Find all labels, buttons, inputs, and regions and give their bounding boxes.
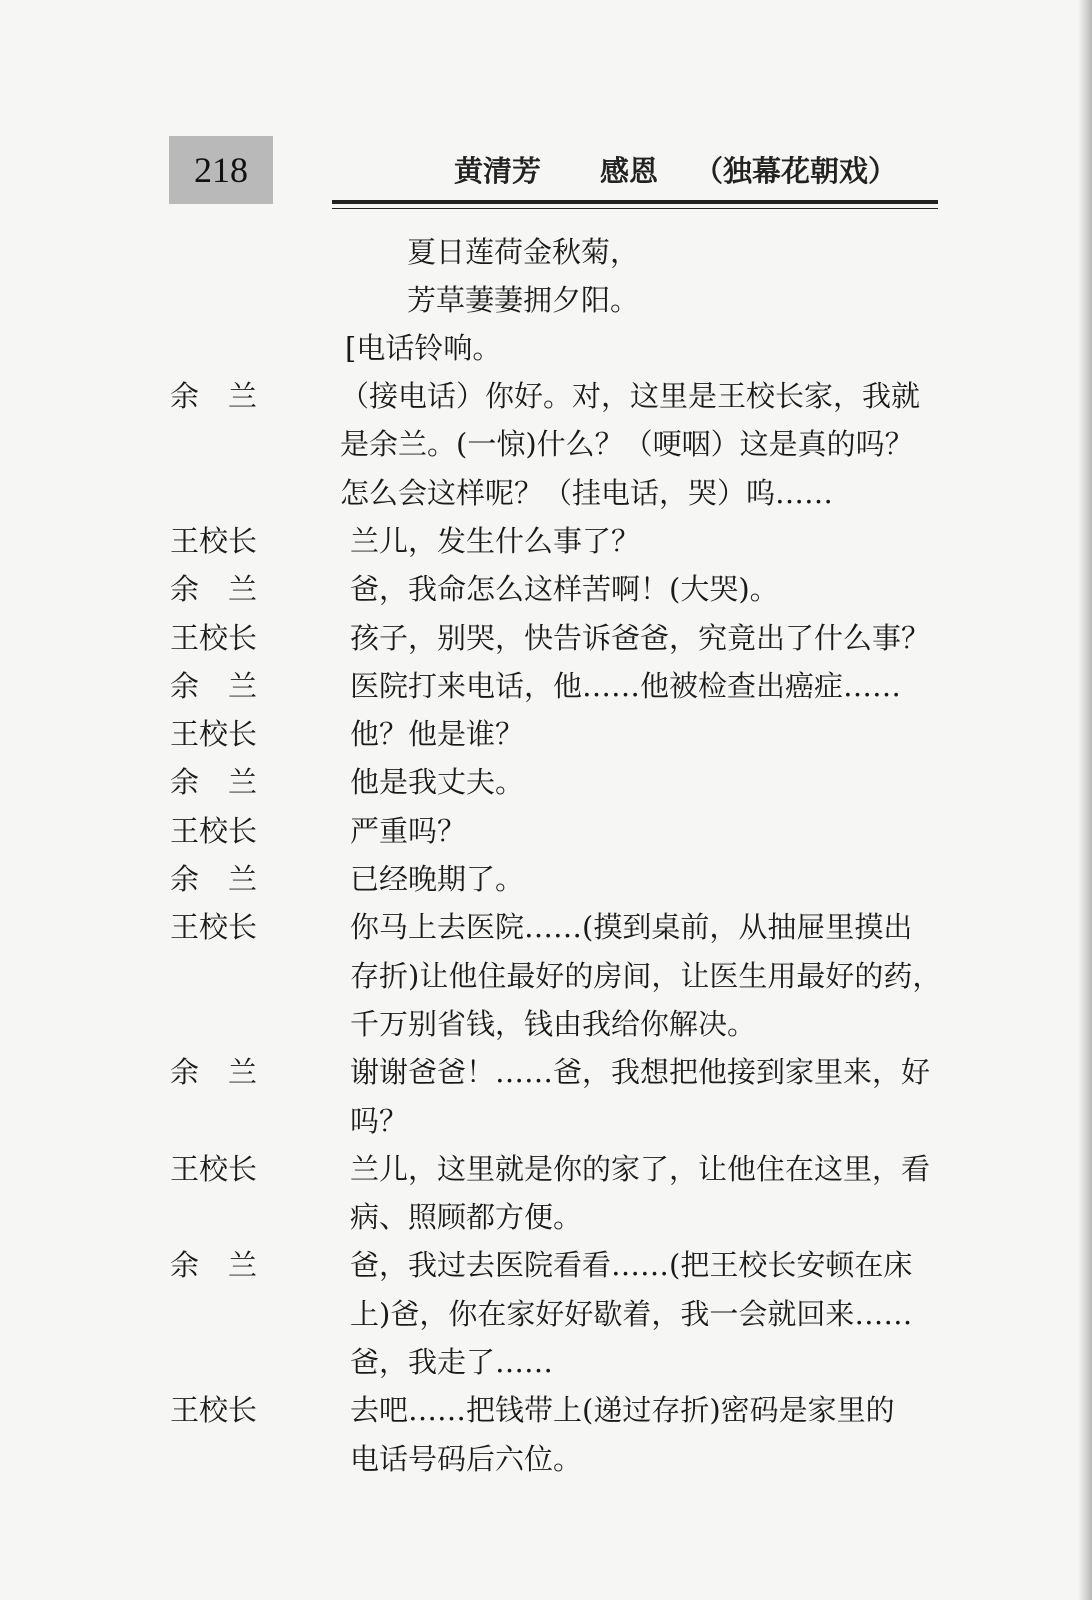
speaker-name: 余 兰 bbox=[170, 668, 258, 703]
speaker-name: 王校长 bbox=[170, 813, 258, 848]
speech-line: 医院打来电话，他……他被检查出癌症…… bbox=[350, 668, 902, 703]
speech-line: 孩子，别哭，快告诉爸爸，究竟出了什么事？ bbox=[350, 620, 931, 655]
header-author: 黄清芳 bbox=[454, 154, 542, 188]
speaker-name: 王校长 bbox=[170, 910, 258, 945]
header-genre: （独幕花朝戏） bbox=[694, 154, 898, 188]
speech-line: 兰儿，这里就是你的家了，让他住在这里，看 bbox=[350, 1151, 931, 1186]
speech-line: 谢谢爸爸！……爸，我想把他接到家里来，好 bbox=[350, 1055, 931, 1090]
running-header bbox=[440, 143, 930, 187]
speaker-name: 余 兰 bbox=[170, 1248, 258, 1283]
speech-line: 他是我丈夫。 bbox=[350, 765, 525, 800]
speaker-name: 余 兰 bbox=[170, 1055, 258, 1090]
page-edge-shadow bbox=[1078, 0, 1092, 1600]
speech-line: 上)爸，你在家好好歇着，我一会就回来…… bbox=[350, 1296, 913, 1331]
speech-line: 电话号码后六位。 bbox=[350, 1441, 583, 1476]
speech-line: 爸，我命怎么这样苦啊！(大哭)。 bbox=[350, 572, 779, 607]
page-number bbox=[169, 136, 273, 204]
speech-line: 怎么会这样呢？（挂电话，哭）呜…… bbox=[340, 475, 834, 510]
stage-direction: [电话铃响。 bbox=[345, 331, 502, 365]
speaker-name: 余 兰 bbox=[170, 379, 258, 413]
speaker-name: 王校长 bbox=[170, 523, 258, 558]
page-number-text: 218 bbox=[194, 150, 248, 190]
speech-line: 已经晚期了。 bbox=[350, 862, 525, 896]
speech-line: 去吧……把钱带上(递过存折)密码是家里的 bbox=[350, 1393, 895, 1428]
verse-line-1: 夏日莲荷金秋菊， bbox=[407, 235, 640, 269]
speech-line: 兰儿，发生什么事了？ bbox=[350, 523, 641, 558]
verse-line-2: 芳草萋萋拥夕阳。 bbox=[407, 283, 640, 317]
speaker-name: 王校长 bbox=[170, 1393, 258, 1428]
speech-line: 爸，我过去医院看看……(把王校长安顿在床 bbox=[350, 1248, 913, 1283]
speaker-name: 王校长 bbox=[170, 620, 258, 655]
speaker-name: 余 兰 bbox=[170, 572, 258, 607]
speaker-name: 余 兰 bbox=[170, 862, 258, 896]
speech-line: 存折)让他住最好的房间，让医生用最好的药， bbox=[350, 958, 942, 993]
speech-line: 病、照顾都方便。 bbox=[350, 1200, 583, 1235]
speaker-name: 王校长 bbox=[170, 1151, 258, 1186]
speaker-name: 余 兰 bbox=[170, 765, 258, 800]
speech-line: 他？他是谁？ bbox=[350, 717, 525, 752]
header-rule-thick bbox=[332, 200, 938, 204]
speaker-name: 王校长 bbox=[170, 717, 258, 752]
speech-line: 你马上去医院……(摸到桌前，从抽屉里摸出 bbox=[350, 910, 913, 945]
speech-line: 爸，我走了…… bbox=[350, 1345, 554, 1379]
header-title: 感恩 bbox=[600, 154, 659, 188]
speech-line: 严重吗？ bbox=[350, 813, 467, 848]
speech-line: （接电话）你好。对，这里是王校长家，我就 bbox=[340, 379, 921, 413]
speech-line: 千万别省钱，钱由我给你解决。 bbox=[350, 1006, 757, 1041]
speech-line: 是余兰。(一惊)什么？（哽咽）这是真的吗？ bbox=[340, 427, 914, 462]
speech-line: 吗？ bbox=[350, 1103, 409, 1138]
header-rule-thin bbox=[332, 208, 938, 209]
